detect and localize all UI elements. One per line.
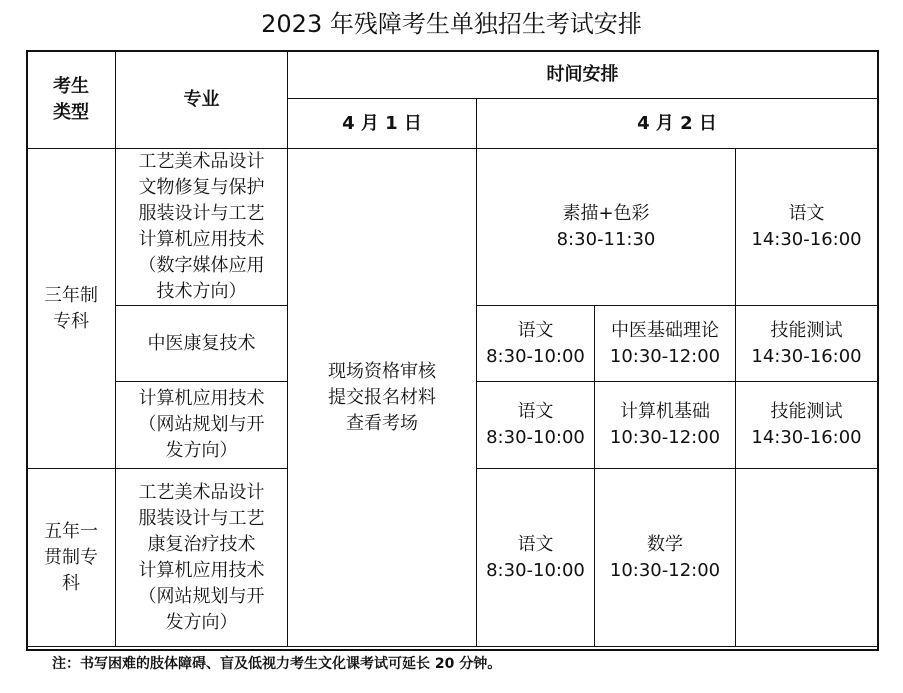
- exam-cell: 语文 8:30-10:00: [477, 469, 595, 647]
- header-day1: 4 月 1 日: [288, 99, 477, 149]
- page-title: 2023 年残障考生单独招生考试安排: [261, 10, 642, 38]
- major-cell: 工艺美术品设计 文物修复与保护 服装设计与工艺 计算机应用技术 （数字媒体应用 技术方向）: [116, 149, 288, 306]
- header-day2: 4 月 2 日: [477, 99, 878, 149]
- exam-cell: 数学 10:30-12:00: [595, 469, 736, 647]
- exam-cell: 中医基础理论 10:30-12:00: [595, 306, 736, 382]
- exam-cell: 语文 14:30-16:00: [736, 149, 878, 306]
- exam-cell: 素描+色彩 8:30-11:30: [477, 149, 736, 306]
- day1-activity-cell: 现场资格审核 提交报名材料 查看考场: [288, 149, 477, 647]
- header-student-type: 考生 类型: [27, 51, 116, 149]
- footnote: 注：书写困难的肢体障碍、盲及低视力考生文化课考试可延长 20 分钟。: [52, 656, 502, 672]
- header-major: 专业: [116, 51, 288, 149]
- exam-cell: [736, 469, 878, 647]
- major-cell: 工艺美术品设计 服装设计与工艺 康复治疗技术 计算机应用技术 （网站规划与开 发方向）: [116, 469, 288, 647]
- exam-cell: 语文 8:30-10:00: [477, 382, 595, 469]
- exam-cell: 技能测试 14:30-16:00: [736, 306, 878, 382]
- student-type-cell: 五年一 贯制专 科: [27, 469, 116, 647]
- major-cell: 中医康复技术: [116, 306, 288, 382]
- exam-cell: 计算机基础 10:30-12:00: [595, 382, 736, 469]
- exam-cell: 语文 8:30-10:00: [477, 306, 595, 382]
- exam-cell: 技能测试 14:30-16:00: [736, 382, 878, 469]
- schedule-table: [26, 50, 878, 647]
- header-schedule: 时间安排: [288, 51, 878, 99]
- student-type-cell: 三年制 专科: [27, 149, 116, 469]
- major-cell: 计算机应用技术 （网站规划与开 发方向）: [116, 382, 288, 469]
